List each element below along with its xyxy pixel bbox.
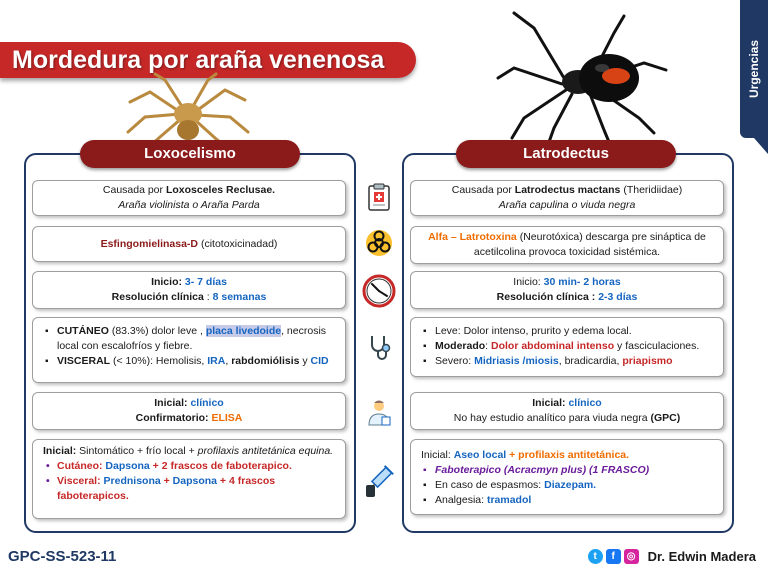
cause-prefix: Causada por (102, 184, 166, 196)
toxin-name: Esfingomielinasa-D (100, 237, 199, 250)
stethoscope-icon (364, 333, 394, 363)
list-item: ▪ CUTÁNEO (83.3%) dolor leve , placa livedoide, necrosis local con escalofríos y fiebre. (43, 324, 335, 354)
list-item: ▪ Severo: Midriasis /miosis, bradicardia, priapismo (421, 354, 713, 369)
doctor-icon (364, 397, 394, 427)
left-clinical-card (32, 317, 346, 383)
left-cause-card (32, 180, 346, 216)
facebook-icon[interactable]: f (606, 549, 621, 564)
side-tab-label: Urgencias (747, 39, 761, 99)
list-item: ▪ Moderado: Dolor abdominal intenso y fasciculaciones. (421, 339, 713, 354)
right-treatment-card: Inicial: Aseo local + profilaxis antitetánica. ▪ Faboterapico (Acracmyn plus) (1 FRASCO) ▪ En caso de espasmos: Diazepam. ▪ Analgesia: tramadol (410, 439, 724, 515)
author-credits (588, 549, 756, 564)
list-item: • Cutáneo: Dapsona + 2 frascos de faboterapico. (43, 459, 335, 474)
left-diagnosis-card: Inicial: clínico Confirmatorio: ELISA (32, 392, 346, 430)
right-timing-card: Inicio: 30 min- 2 horas Resolución clínica : 2-3 días (410, 271, 724, 309)
instagram-icon[interactable]: ◎ (624, 549, 639, 564)
author-name: Dr. Edwin Madera (647, 549, 756, 564)
urgencias-tab[interactable] (740, 0, 768, 138)
right-clinical-card (410, 317, 724, 377)
left-treatment-card: Inicial: Sintomático + frío local + profilaxis antitetánica equina. • Cutáneo: Dapsona + 2 frascos de faboterapico. • Visceral: Prednisona + Dapsona + 4 frascos faboterapicos. (32, 439, 346, 519)
resolution-label: Resolución clínica (111, 291, 204, 303)
resolution-value: 8 semanas (212, 291, 267, 303)
brown-spider-image (120, 72, 255, 147)
syringe-icon (362, 463, 396, 499)
onset-value: 3- 7 días (184, 276, 227, 288)
list-item: • Visceral: Prednisona + Dapsona + 4 frascos faboterapicos. (43, 474, 335, 504)
black-widow-image (494, 8, 674, 143)
toxin-desc: (citotoxicinadad) (198, 237, 278, 250)
list-item: ▪ Analgesia: tramadol (421, 493, 713, 508)
cause-alias: Araña violinista o Araña Parda (118, 199, 260, 211)
list-item: ▪ VISCERAL (< 10%): Hemolisis, IRA, rabdomiólisis y CID (43, 354, 335, 369)
resolution-sep: : (203, 291, 213, 303)
guide-code: GPC-SS-523-11 (8, 548, 117, 565)
page-title: Mordedura por araña venenosa (12, 46, 385, 74)
loxocelismo-header: Loxocelismo (80, 140, 300, 168)
latrodectus-header: Latrodectus (456, 140, 676, 168)
left-timing-card (32, 271, 346, 309)
right-toxin-card: Alfa – Latrotoxina (Neurotóxica) descarga pre sináptica de acetilcolina provoca toxicidad sistémica. (410, 226, 724, 264)
list-item: ▪ Faboterapico (Acracmyn plus) (1 FRASCO) (421, 463, 713, 478)
twitter-icon[interactable]: t (588, 549, 603, 564)
biohazard-icon (364, 228, 394, 258)
list-item: ▪ En caso de espasmos: Diazepam. (421, 478, 713, 493)
onset-label: Inicio: (151, 276, 185, 288)
livedoid-highlight: placa livedoide (205, 325, 282, 337)
cause-species: Loxosceles Reclusae. (165, 184, 276, 196)
right-diagnosis-card: Inicial: clínico No hay estudio analítico para viuda negra (GPC) (410, 392, 724, 430)
clock-icon (362, 274, 396, 308)
list-item: ▪ Leve: Dolor intenso, prurito y edema local. (421, 324, 713, 339)
clipboard-icon (364, 182, 394, 212)
left-toxin-card (32, 226, 346, 262)
right-cause-card: Causada por Latrodectus mactans (Theridiidae) Araña capulina o viuda negra (410, 180, 724, 216)
